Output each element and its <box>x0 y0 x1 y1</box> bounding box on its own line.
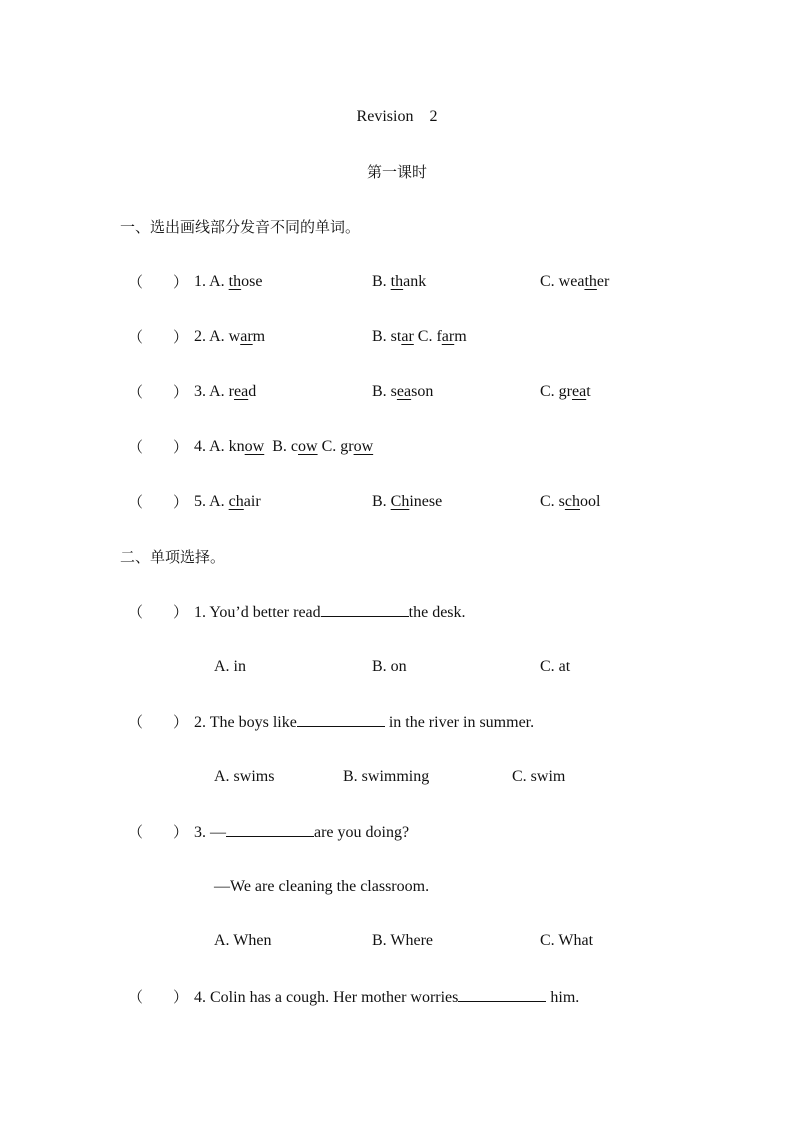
section1-heading: 一、选出画线部分发音不同的单词。 <box>120 218 361 236</box>
answer-blank[interactable] <box>321 602 409 617</box>
option-a: 3. A. read <box>194 383 257 400</box>
answer-paren: （ ） <box>128 328 189 346</box>
answer-blank[interactable] <box>458 987 546 1002</box>
answer-blank[interactable] <box>297 712 385 727</box>
option-b: B. Chinese <box>372 493 443 510</box>
answer-paren: （ ） <box>128 438 189 456</box>
answer-blank[interactable] <box>226 822 314 837</box>
question-text: 1. You’d better read the desk. <box>194 604 466 621</box>
page-subtitle: 第一课时 <box>366 163 427 181</box>
option-c: C. great <box>540 383 591 400</box>
option-c: C. weather <box>540 273 610 290</box>
answer-paren: （ ） <box>128 383 189 401</box>
option-b: B. season <box>372 383 434 400</box>
option-a: A. When <box>214 932 272 949</box>
question-text: 2. The boys like in the river in summer. <box>194 714 535 731</box>
answer-paren: （ ） <box>128 273 189 291</box>
dialogue-reply: —We are cleaning the classroom. <box>214 878 430 895</box>
question-text: 3. — are you doing? <box>194 824 410 841</box>
option-a: 2. A. warm <box>194 328 266 345</box>
question-text: 4. Colin has a cough. Her mother worries him. <box>194 989 580 1006</box>
option-a: A. swims <box>214 768 275 785</box>
answer-paren: （ ） <box>128 988 189 1006</box>
option-c: C. at <box>540 658 571 675</box>
answer-paren: （ ） <box>128 603 189 621</box>
option-b: B. Where <box>372 932 434 949</box>
option-b: B. on <box>372 658 407 675</box>
option-b: B. thank <box>372 273 427 290</box>
page-title: Revision 2 <box>356 108 438 125</box>
option-a: 5. A. chair <box>194 493 261 510</box>
option-a: A. in <box>214 658 246 675</box>
option-b-c: B. star C. farm <box>372 328 467 345</box>
answer-paren: （ ） <box>128 823 189 841</box>
option-c: C. school <box>540 493 601 510</box>
answer-paren: （ ） <box>128 493 189 511</box>
answer-paren: （ ） <box>128 713 189 731</box>
section2-heading: 二、单项选择。 <box>120 548 226 566</box>
option-a: 1. A. those <box>194 273 263 290</box>
option-c: C. What <box>540 932 594 949</box>
option-b: B. swimming <box>343 768 430 785</box>
option-a-b-c: 4. A. know B. cow C. grow <box>194 438 374 455</box>
option-c: C. swim <box>512 768 566 785</box>
